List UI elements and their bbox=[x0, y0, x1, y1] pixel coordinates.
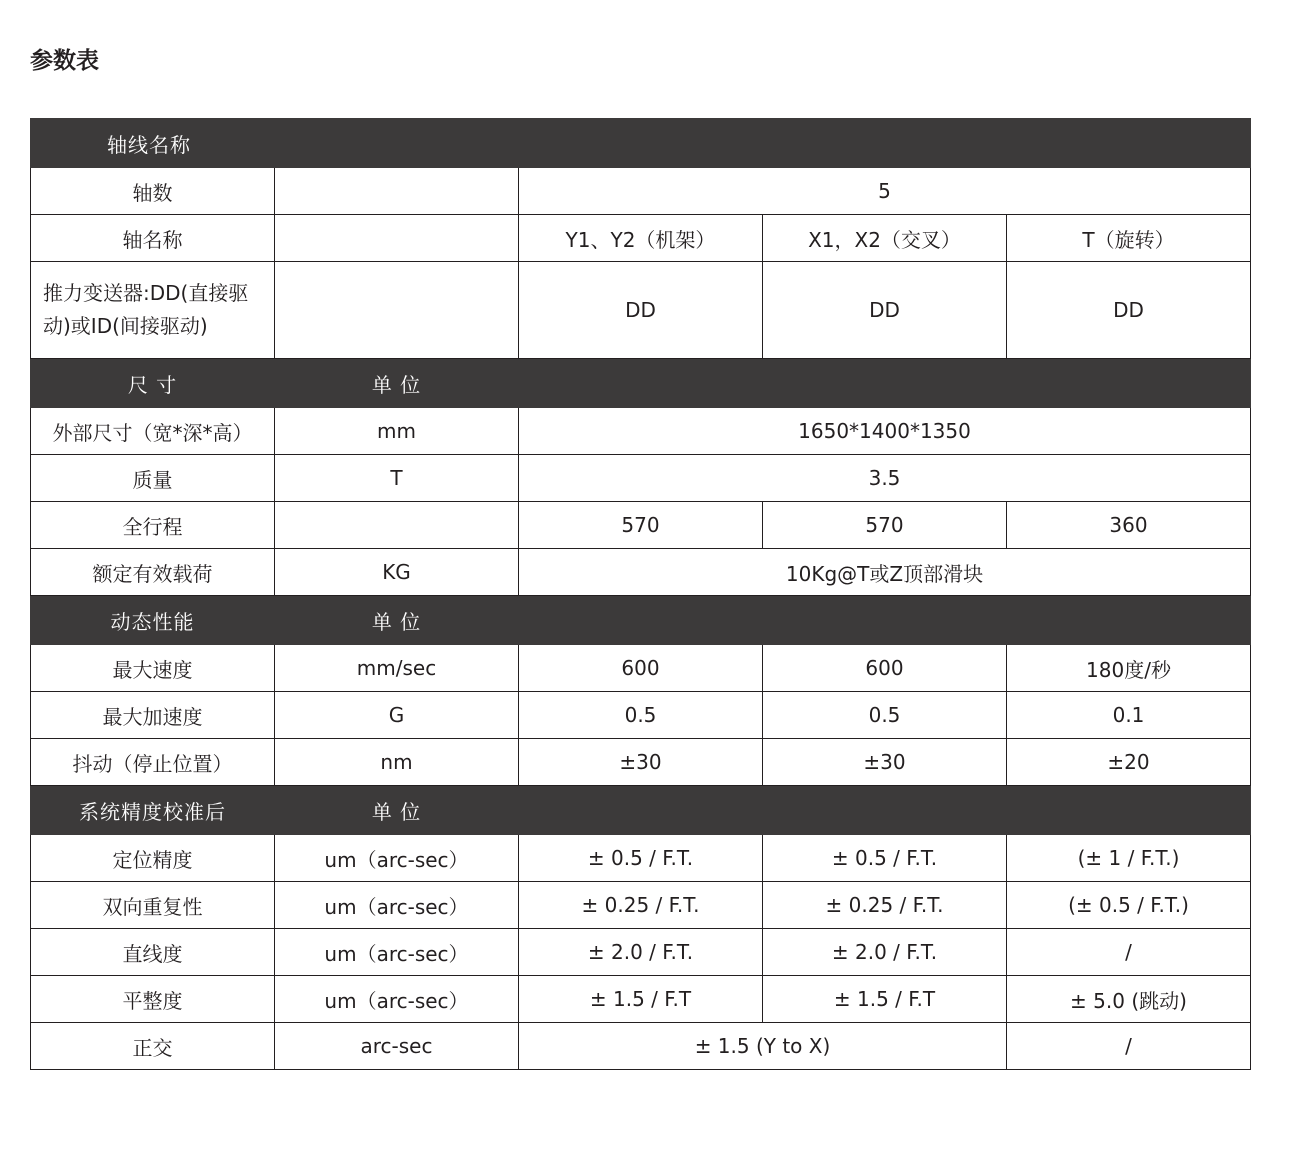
table-row bbox=[31, 215, 1251, 262]
row-value-t: ± 5.0 (跳动) bbox=[1007, 976, 1251, 1023]
row-label: 轴数 bbox=[31, 168, 275, 215]
table-row bbox=[31, 408, 1251, 455]
row-value: 1650*1400*1350 bbox=[519, 408, 1251, 455]
table-row bbox=[31, 262, 1251, 359]
row-value-x: ± 0.25 / F.T. bbox=[763, 882, 1007, 929]
table-row bbox=[31, 739, 1251, 786]
row-value-t: 180度/秒 bbox=[1007, 645, 1251, 692]
section-title-axis: 轴线名称 bbox=[31, 119, 1251, 168]
row-label: 直线度 bbox=[31, 929, 275, 976]
section-unit-header: 单 位 bbox=[275, 359, 519, 408]
table-row bbox=[31, 645, 1251, 692]
section-title-dynamics: 动态性能 bbox=[31, 596, 275, 645]
row-unit bbox=[275, 168, 519, 215]
row-value-t: / bbox=[1007, 1023, 1251, 1070]
row-value-t: (± 0.5 / F.T.) bbox=[1007, 882, 1251, 929]
row-value-y: ±30 bbox=[519, 739, 763, 786]
table-row bbox=[31, 168, 1251, 215]
row-unit: um（arc-sec） bbox=[275, 835, 519, 882]
row-label: 抖动（停止位置） bbox=[31, 739, 275, 786]
row-value-t: ±20 bbox=[1007, 739, 1251, 786]
page-title: 参数表 bbox=[30, 48, 99, 74]
row-value-y: ± 0.25 / F.T. bbox=[519, 882, 763, 929]
table-row bbox=[31, 692, 1251, 739]
row-unit: T bbox=[275, 455, 519, 502]
section-header-axis bbox=[31, 119, 1251, 168]
row-value-x: ± 1.5 / F.T bbox=[763, 976, 1007, 1023]
row-unit: KG bbox=[275, 549, 519, 596]
row-unit: mm bbox=[275, 408, 519, 455]
row-value: 3.5 bbox=[519, 455, 1251, 502]
table-row bbox=[31, 882, 1251, 929]
row-unit: arc-sec bbox=[275, 1023, 519, 1070]
row-unit: mm/sec bbox=[275, 645, 519, 692]
table-row bbox=[31, 835, 1251, 882]
row-value-y: ± 2.0 / F.T. bbox=[519, 929, 763, 976]
row-value: 10Kg@T或Z顶部滑块 bbox=[519, 549, 1251, 596]
row-value-t: DD bbox=[1007, 262, 1251, 359]
section-unit-header: 单 位 bbox=[275, 596, 519, 645]
row-label: 定位精度 bbox=[31, 835, 275, 882]
row-value-t: (± 1 / F.T.) bbox=[1007, 835, 1251, 882]
row-value-y: 600 bbox=[519, 645, 763, 692]
row-unit: G bbox=[275, 692, 519, 739]
row-value-y: 570 bbox=[519, 502, 763, 549]
row-value-y: 0.5 bbox=[519, 692, 763, 739]
row-unit bbox=[275, 262, 519, 359]
row-value-x: ± 0.5 / F.T. bbox=[763, 835, 1007, 882]
row-unit: um（arc-sec） bbox=[275, 929, 519, 976]
section-title-dimensions: 尺 寸 bbox=[31, 359, 275, 408]
row-value-t: / bbox=[1007, 929, 1251, 976]
section-unit-header: 单 位 bbox=[275, 786, 519, 835]
row-label: 正交 bbox=[31, 1023, 275, 1070]
row-label: 最大速度 bbox=[31, 645, 275, 692]
section-header-dimensions bbox=[31, 359, 1251, 408]
row-label: 全行程 bbox=[31, 502, 275, 549]
row-label: 推力变送器:DD(直接驱动)或ID(间接驱动) bbox=[31, 262, 275, 359]
row-value-x: 600 bbox=[763, 645, 1007, 692]
row-label: 双向重复性 bbox=[31, 882, 275, 929]
row-unit bbox=[275, 502, 519, 549]
row-value-x: ± 2.0 / F.T. bbox=[763, 929, 1007, 976]
row-value-x: DD bbox=[763, 262, 1007, 359]
row-value-y: ± 1.5 / F.T bbox=[519, 976, 763, 1023]
table-row bbox=[31, 455, 1251, 502]
section-header-accuracy bbox=[31, 786, 1251, 835]
row-value-x: ±30 bbox=[763, 739, 1007, 786]
row-label: 平整度 bbox=[31, 976, 275, 1023]
row-label: 外部尺寸（宽*深*高） bbox=[31, 408, 275, 455]
row-value-t: 360 bbox=[1007, 502, 1251, 549]
row-label: 轴名称 bbox=[31, 215, 275, 262]
table-row bbox=[31, 502, 1251, 549]
row-unit: nm bbox=[275, 739, 519, 786]
row-value-x: X1，X2（交叉） bbox=[763, 215, 1007, 262]
table-row bbox=[31, 976, 1251, 1023]
row-value-t: T（旋转） bbox=[1007, 215, 1251, 262]
table-row bbox=[31, 549, 1251, 596]
section-header-dynamics bbox=[31, 596, 1251, 645]
row-label: 额定有效载荷 bbox=[31, 549, 275, 596]
row-value-x: 0.5 bbox=[763, 692, 1007, 739]
row-value-y: ± 0.5 / F.T. bbox=[519, 835, 763, 882]
row-unit: um（arc-sec） bbox=[275, 882, 519, 929]
table-row bbox=[31, 929, 1251, 976]
section-title-accuracy: 系统精度校准后 bbox=[31, 786, 275, 835]
row-value-t: 0.1 bbox=[1007, 692, 1251, 739]
row-value: 5 bbox=[519, 168, 1251, 215]
parameter-table bbox=[30, 118, 1251, 1070]
row-unit bbox=[275, 215, 519, 262]
row-label: 质量 bbox=[31, 455, 275, 502]
row-value-y: Y1、Y2（机架） bbox=[519, 215, 763, 262]
row-label: 最大加速度 bbox=[31, 692, 275, 739]
row-value-y: DD bbox=[519, 262, 763, 359]
row-value-x: 570 bbox=[763, 502, 1007, 549]
table-row bbox=[31, 1023, 1251, 1070]
row-unit: um（arc-sec） bbox=[275, 976, 519, 1023]
row-value-yx: ± 1.5 (Y to X) bbox=[519, 1023, 1007, 1070]
